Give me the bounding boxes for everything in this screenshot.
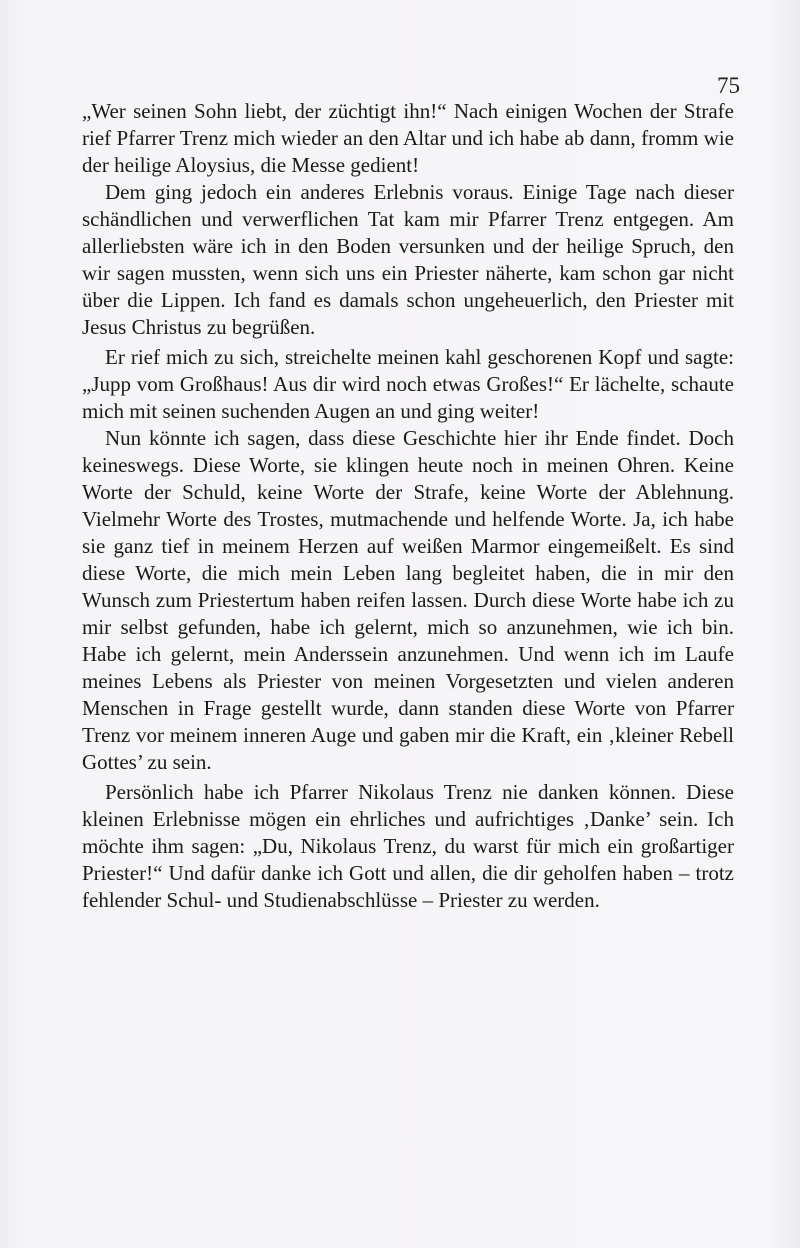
paragraph-3: Er rief mich zu sich, streichelte meinen kahl geschorenen Kopf und sagte: „Jupp vom Großhaus! Aus dir wird noch etwas Großes!“ Er lächelte, schaute mich mit seinen suchenden Augen an und ging weiter!: [82, 345, 734, 423]
paragraph-5: Persönlich habe ich Pfarrer Nikolaus Trenz nie danken können. Diese kleinen Erlebnisse mögen ein ehrliches und aufrichtiges ‚Danke’ sein. Ich möchte ihm sagen: „Du, Nikolaus Trenz, du warst für mich ein großartiger Priester!“ Und dafür danke ich Gott und allen, die dir geholfen haben – trotz fehlender Schul- und Studienabschlüsse – Priester zu werden.: [82, 780, 734, 912]
paragraph-4: Nun könnte ich sagen, dass diese Geschichte hier ihr Ende findet. Doch keineswegs. Diese Worte, sie klingen heute noch in meinen Ohren. Keine Worte der Schuld, keine Worte der Strafe, keine Worte der Ablehnung. Vielmehr Worte des Trostes, mutmachende und helfende Worte. Ja, ich habe sie ganz tief in meinem Herzen auf weißen Marmor eingemeißelt. Es sind diese Worte, die mich mein Leben lang begleitet haben, die in mir den Wunsch zum Priestertum haben reifen lassen. Durch diese Worte habe ich zu mir selbst gefunden, habe ich gelernt, mich so anzunehmen, wie ich bin. Habe ich gelernt, mein Anderssein anzunehmen. Und wenn ich im Laufe meines Lebens als Priester von meinen Vorgesetzten und vielen anderen Menschen in Frage gestellt wurde, dann standen diese Worte von Pfarrer Trenz vor meinem inneren Auge und gaben mir die Kraft, ein ‚kleiner Rebell Gottes’ zu sein.: [82, 426, 734, 774]
body-text: [82, 98, 734, 914]
page-number: 75: [717, 73, 740, 98]
paragraph-2: Dem ging jedoch ein anderes Erlebnis voraus. Einige Tage nach dieser schändlichen und verwerflichen Tat kam mir Pfarrer Trenz entgegen. Am allerliebsten wäre ich in den Boden versunken und der heilige Spruch, den wir sagen mussten, wenn sich uns ein Priester näherte, kam schon gar nicht über die Lippen. Ich fand es damals schon ungeheuerlich, den Priester mit Jesus Christus zu begrüßen.: [82, 180, 734, 339]
paragraph-1: „Wer seinen Sohn liebt, der züchtigt ihn!“ Nach einigen Wochen der Strafe rief Pfarrer Trenz mich wieder an den Altar und ich habe ab dann, fromm wie der heilige Aloysius, die Messe gedient!: [82, 99, 734, 177]
